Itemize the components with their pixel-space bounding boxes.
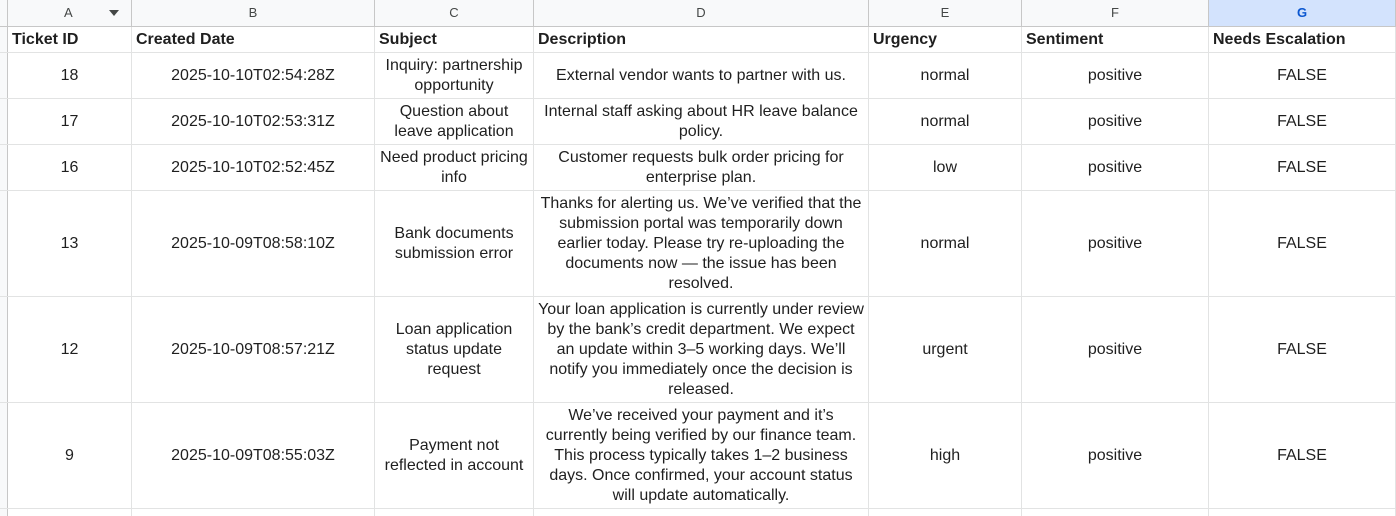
cell-sentiment[interactable]: positive	[1022, 191, 1209, 296]
cell-subject[interactable]: Loan application status update request	[375, 297, 534, 402]
column-letter: A	[64, 5, 73, 20]
header-sentiment[interactable]: Sentiment	[1022, 27, 1209, 52]
cell-urgency[interactable]: normal	[869, 99, 1022, 144]
cell-needs-escalation[interactable]: FALSE	[1209, 53, 1396, 98]
cell-needs-escalation[interactable]: FALSE	[1209, 191, 1396, 296]
cell-ticket-id[interactable]: 17	[8, 99, 132, 144]
cell-description[interactable]	[534, 509, 869, 516]
table-row	[0, 191, 1396, 297]
cell-needs-escalation[interactable]: FALSE	[1209, 145, 1396, 190]
row-number[interactable]	[0, 145, 8, 190]
cell-sentiment[interactable]: positive	[1022, 403, 1209, 508]
cell-subject[interactable]: Payment not reflected in account	[375, 403, 534, 508]
column-letter: B	[248, 5, 258, 20]
column-letter: G	[1296, 5, 1308, 20]
cell-subject[interactable]: Question about leave application	[375, 99, 534, 144]
cell-sentiment[interactable]: positive	[1022, 297, 1209, 402]
row-number[interactable]	[0, 509, 8, 516]
cell-ticket-id[interactable]: 12	[8, 297, 132, 402]
column-letter: D	[696, 5, 706, 20]
cell-ticket-id[interactable]: 13	[8, 191, 132, 296]
cell-description[interactable]: Internal staff asking about HR leave balance policy.	[534, 99, 869, 144]
cell-needs-escalation[interactable]: FALSE	[1209, 403, 1396, 508]
row-number-gutter[interactable]	[0, 0, 8, 26]
cell-sentiment[interactable]: positive	[1022, 53, 1209, 98]
cell-urgency[interactable]: normal	[869, 191, 1022, 296]
header-needs-escalation[interactable]: Needs Escalation	[1209, 27, 1396, 52]
cell-description[interactable]: We’ve received your payment and it’s currently being verified by our finance team. This process typically takes 1–2 business days. Once confirmed, your account status will update automatically.	[534, 403, 869, 508]
table-row	[0, 99, 1396, 145]
cell-urgency[interactable]: low	[869, 145, 1022, 190]
chevron-down-icon[interactable]	[109, 10, 119, 16]
table-row	[0, 145, 1396, 191]
cell-urgency[interactable]: urgent	[869, 297, 1022, 402]
column-header-f[interactable]	[1022, 0, 1209, 26]
cell-needs-escalation[interactable]	[1209, 509, 1396, 516]
cell-subject[interactable]: Bank documents submission error	[375, 191, 534, 296]
table-row	[0, 403, 1396, 509]
column-header-e[interactable]	[869, 0, 1022, 26]
row-number[interactable]	[0, 53, 8, 98]
cell-ticket-id[interactable]	[8, 509, 132, 516]
cell-ticket-id[interactable]: 16	[8, 145, 132, 190]
column-letter: F	[1111, 5, 1119, 20]
row-number[interactable]	[0, 27, 8, 52]
row-number[interactable]	[0, 191, 8, 296]
column-header-a[interactable]	[8, 0, 132, 26]
cell-urgency[interactable]	[869, 509, 1022, 516]
cell-created-date[interactable]: 2025-10-09T08:55:03Z	[132, 403, 375, 508]
table-row	[0, 297, 1396, 403]
cell-description[interactable]: Customer requests bulk order pricing for enterprise plan.	[534, 145, 869, 190]
cell-subject[interactable]	[375, 509, 534, 516]
cell-created-date[interactable]	[132, 509, 375, 516]
table-row	[0, 509, 1396, 516]
column-header-g[interactable]	[1209, 0, 1396, 26]
cell-description[interactable]: Your loan application is currently under review by the bank’s credit department. We expect an update within 3–5 working days. We’ll notify you immediately once the decision is released.	[534, 297, 869, 402]
cell-description[interactable]: External vendor wants to partner with us.	[534, 53, 869, 98]
column-letter: C	[449, 5, 459, 20]
cell-ticket-id[interactable]: 9	[8, 403, 132, 508]
cell-urgency[interactable]: high	[869, 403, 1022, 508]
column-header-b[interactable]	[132, 0, 375, 26]
cell-needs-escalation[interactable]: FALSE	[1209, 297, 1396, 402]
cell-created-date[interactable]: 2025-10-10T02:53:31Z	[132, 99, 375, 144]
cell-description[interactable]: Thanks for alerting us. We’ve verified that the submission portal was temporarily down earlier today. Please try re-uploading the documents now — the issue has been resolved.	[534, 191, 869, 296]
header-ticket-id[interactable]: Ticket ID	[8, 27, 132, 52]
cell-urgency[interactable]: normal	[869, 53, 1022, 98]
cell-subject[interactable]: Inquiry: partnership opportunity	[375, 53, 534, 98]
column-header-row	[0, 0, 1396, 27]
cell-created-date[interactable]: 2025-10-10T02:52:45Z	[132, 145, 375, 190]
cell-created-date[interactable]: 2025-10-09T08:57:21Z	[132, 297, 375, 402]
row-number[interactable]	[0, 403, 8, 508]
cell-created-date[interactable]: 2025-10-09T08:58:10Z	[132, 191, 375, 296]
cell-created-date[interactable]: 2025-10-10T02:54:28Z	[132, 53, 375, 98]
row-number[interactable]	[0, 99, 8, 144]
row-number[interactable]	[0, 297, 8, 402]
cell-needs-escalation[interactable]: FALSE	[1209, 99, 1396, 144]
cell-sentiment[interactable]	[1022, 509, 1209, 516]
column-letter: E	[940, 5, 950, 20]
column-header-d[interactable]	[534, 0, 869, 26]
table-row	[0, 53, 1396, 99]
cell-sentiment[interactable]: positive	[1022, 99, 1209, 144]
cell-subject[interactable]: Need product pricing info	[375, 145, 534, 190]
header-subject[interactable]: Subject	[375, 27, 534, 52]
column-header-c[interactable]	[375, 0, 534, 26]
header-urgency[interactable]: Urgency	[869, 27, 1022, 52]
cell-ticket-id[interactable]: 18	[8, 53, 132, 98]
header-created-date[interactable]: Created Date	[132, 27, 375, 52]
cell-sentiment[interactable]: positive	[1022, 145, 1209, 190]
header-description[interactable]: Description	[534, 27, 869, 52]
table-header-row	[0, 27, 1396, 53]
